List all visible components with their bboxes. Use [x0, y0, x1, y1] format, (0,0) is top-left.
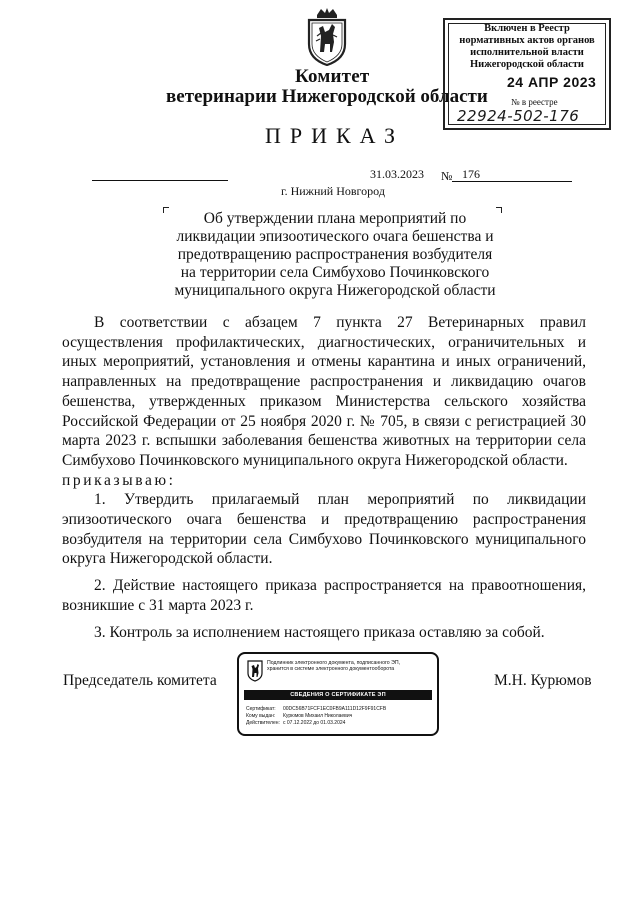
region-emblem-icon: [247, 660, 263, 682]
ecert-heading: СВЕДЕНИЯ О СЕРТИФИКАТЕ ЭП: [244, 690, 432, 700]
document-type: ПРИКАЗ: [265, 123, 405, 148]
document-body: [62, 313, 586, 642]
order-subject: [140, 210, 530, 300]
stamp-line: Включен в Реестр: [484, 23, 570, 34]
preamble-text: осуществления профилактических, диагностических, ограничительных и иных мероприятий, установления и отмены карантина и иных ограничений, направленных на предотвращение распространения и ликвидацию очагов бешенства, утвержденных приказом Министерства сельского хозяйства Российской Федерации от 25 ноября 2020 г. № 705, в связи с регистрацией 30 марта 2023 г. вспышки заболевания бешенства животных на территории села Симбухово Починковского муниципального округа Нижегородской области.: [62, 333, 586, 469]
signer-name: М.Н. Курюмов: [494, 672, 592, 689]
subject-line: Об утверждении плана мероприятий по: [203, 210, 467, 227]
order-date: 31.03.2023: [370, 167, 424, 181]
stamp-heading: [445, 23, 609, 71]
electronic-signature-stamp: [237, 652, 439, 736]
issued-to-value: Курюмов Михаил Николаевич: [283, 713, 353, 719]
subject-line: предотвращению распространения возбудителя: [177, 246, 493, 263]
cert-label: Сертификат:: [246, 706, 276, 712]
number-sign: №: [441, 169, 453, 183]
order-number: 176: [462, 167, 480, 181]
ecert-details: [246, 706, 386, 727]
ecert-notice-line: Подлинник электронного документа, подписанного ЭП,: [267, 660, 401, 666]
subject-line: на территории села Симбухово Починковского: [180, 264, 490, 281]
ecert-notice-line: хранится в системе электронного документооборота: [267, 666, 395, 673]
order-item-3: 3. Контроль за исполнением настоящего приказа оставляю за собой.: [94, 623, 545, 641]
preamble-first-line: В соответствии с абзацем 7 пункта 27 Ветеринарных правил: [94, 314, 586, 331]
order-word: приказываю:: [62, 471, 176, 489]
coat-of-arms-icon: [303, 6, 351, 66]
subject-line: ликвидации эпизоотического очага бешенства и: [176, 228, 494, 245]
ecert-notice: [267, 660, 400, 673]
committee-subtitle: ветеринарии Нижегородской области: [166, 86, 488, 107]
issued-to-label: Кому выдан:: [246, 713, 276, 719]
stamp-line: исполнительной власти: [470, 47, 584, 58]
registry-stamp: [443, 18, 611, 130]
stamp-date: 24 АПР 2023: [507, 74, 597, 90]
stamp-line: нормативных актов органов: [459, 35, 595, 46]
signer-role: Председатель комитета: [63, 672, 217, 689]
subject-line: муниципального округа Нижегородской области: [174, 282, 496, 299]
blank-line: [92, 180, 228, 181]
stamp-reg-label: № в реестре: [511, 97, 558, 107]
committee-title: Комитет: [295, 66, 370, 87]
valid-label: Действителен:: [246, 720, 280, 726]
stamp-reg-number: 22924-502-176: [457, 107, 580, 125]
city: г. Нижний Новгород: [281, 184, 385, 198]
cert-value: 00DC56B71FCF1EC0FB9A111D12F9F91CFB: [283, 706, 387, 712]
stamp-underline: [455, 124, 603, 125]
valid-value: с 07.12.2022 до 01.03.2024: [283, 720, 346, 726]
order-item-1: 1. Утвердить прилагаемый план мероприятий по ликвидации эпизоотического очага бешенства и предотвращению распространения возбудителя на территории села Симбухово Починковского муниципального округа Нижегородской области.: [62, 491, 586, 568]
order-item-2: 2. Действие настоящего приказа распространяется на правоотношения, возникшие с 31 марта 2023 г.: [62, 577, 586, 614]
stamp-line: Нижегородской области: [470, 59, 584, 70]
number-underline: [452, 181, 572, 182]
